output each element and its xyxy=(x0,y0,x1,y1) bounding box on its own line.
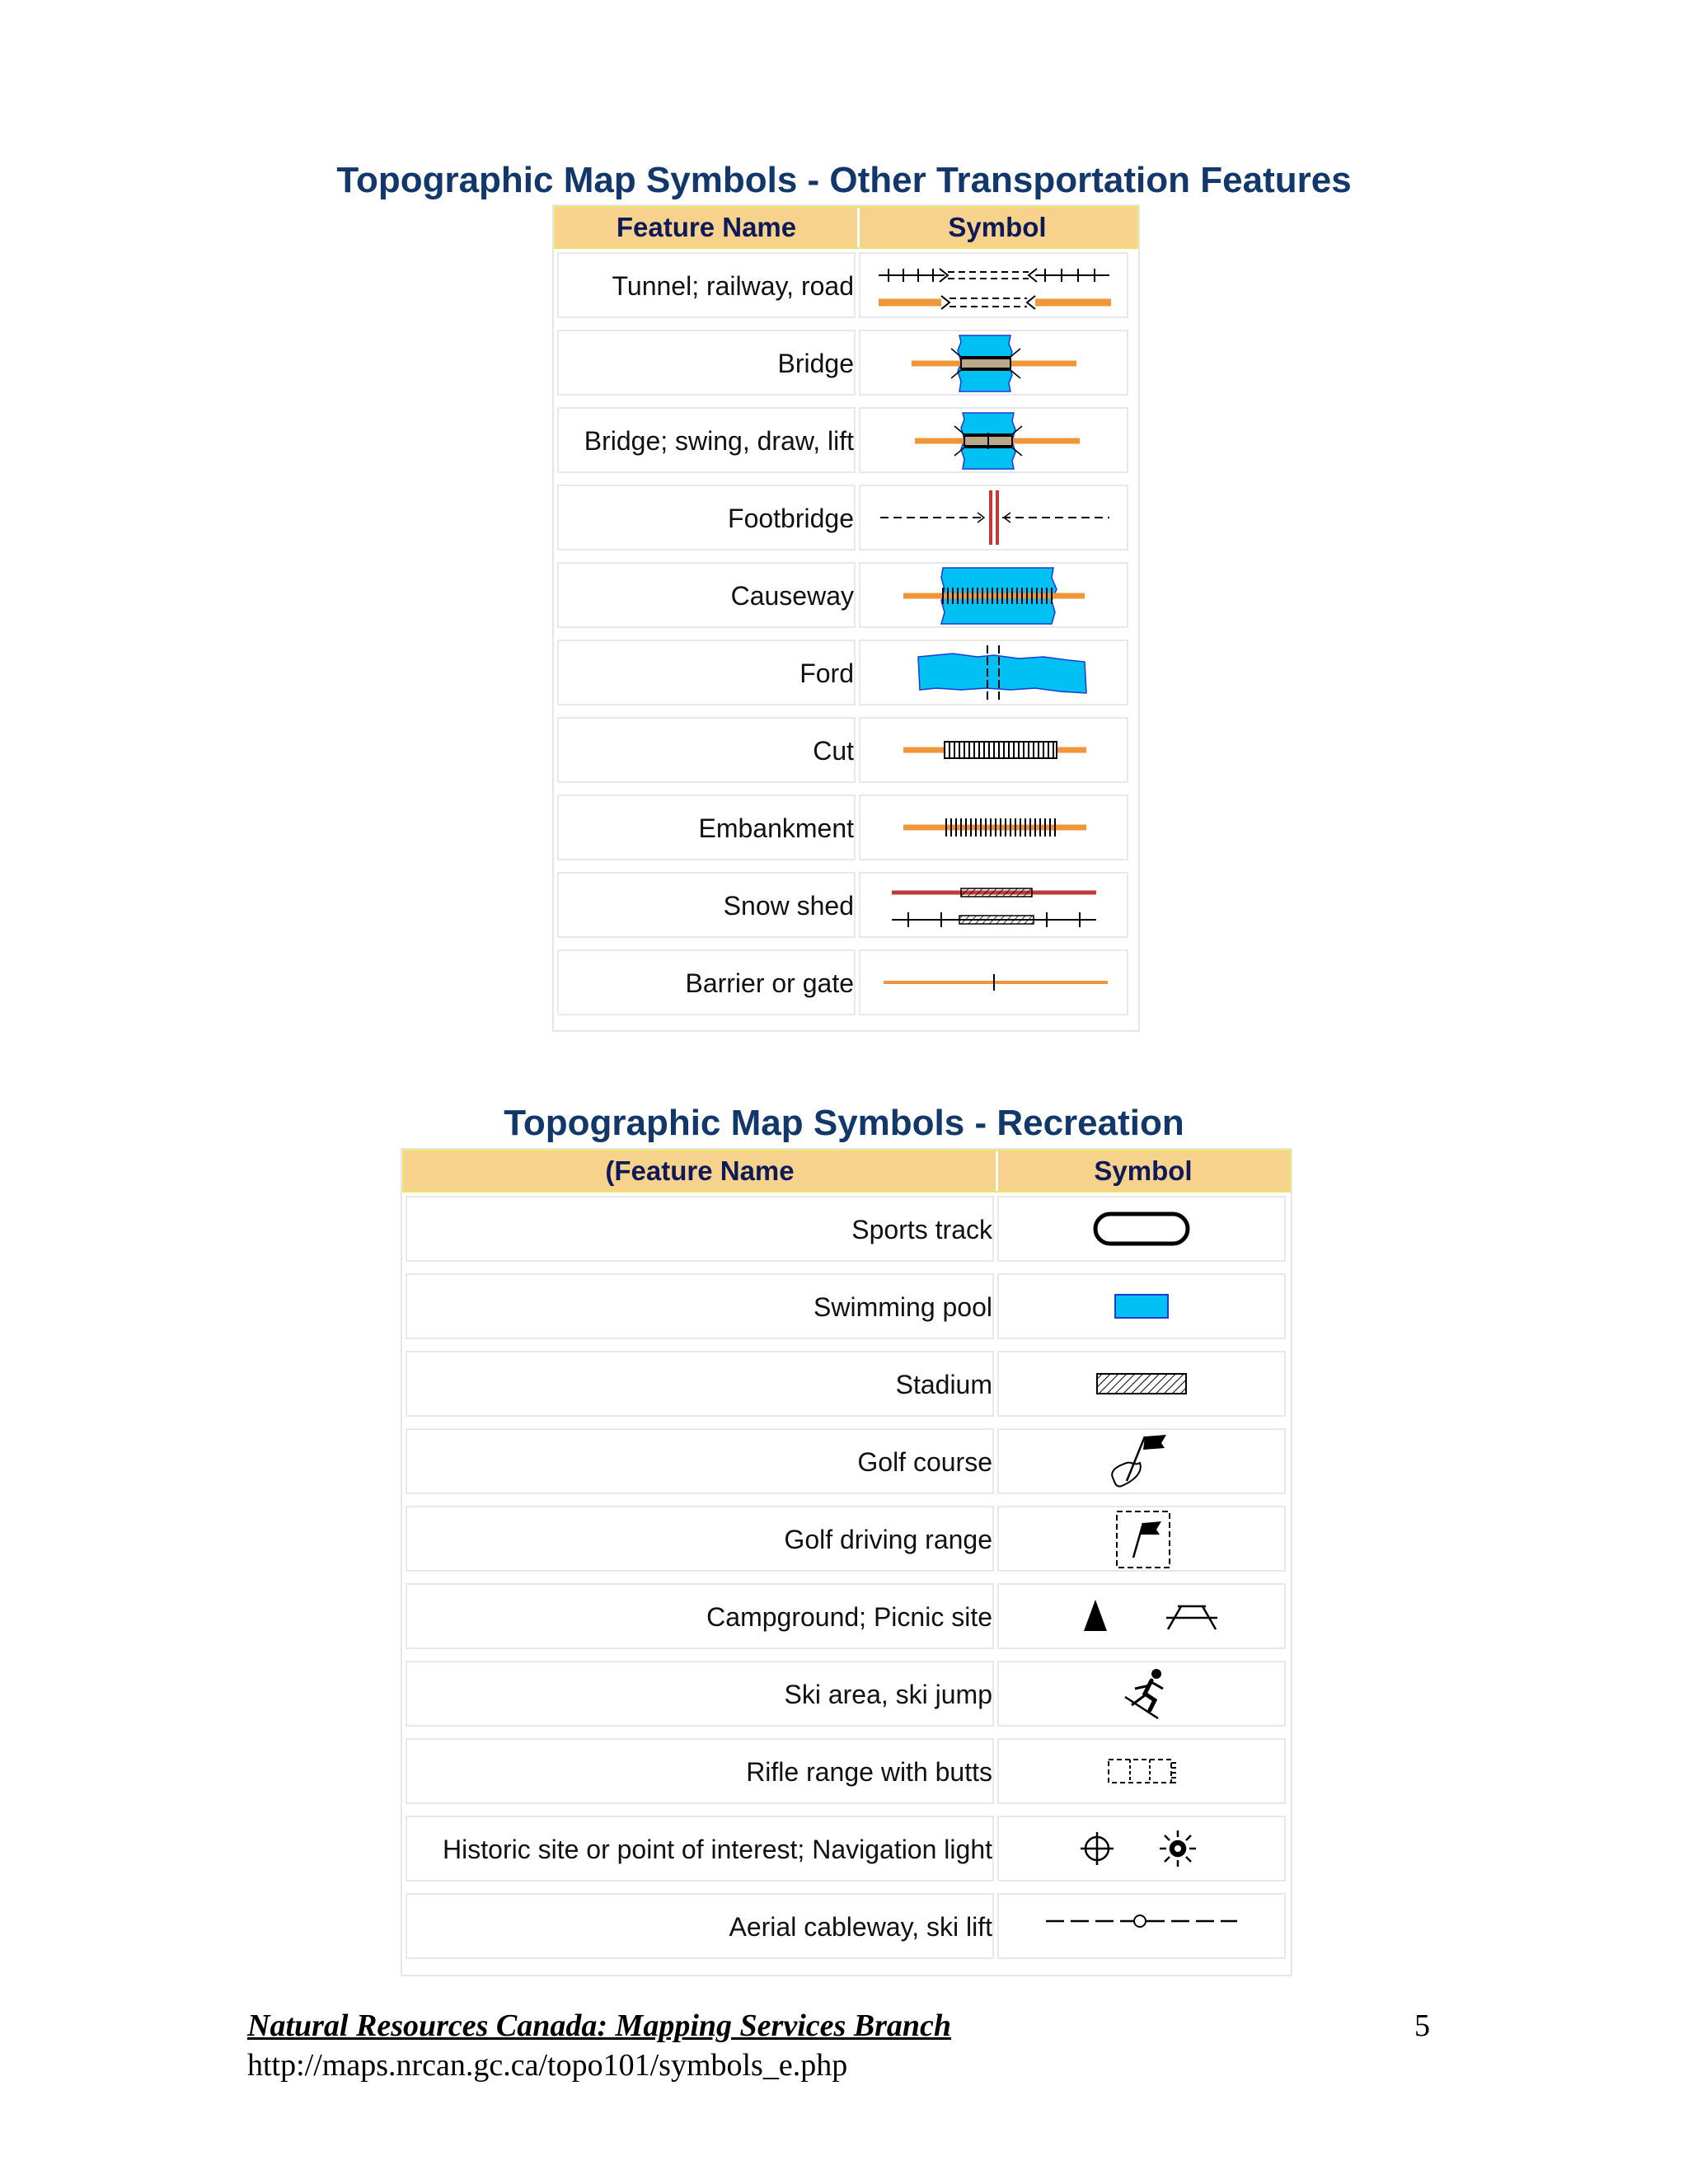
navigation-light-icon xyxy=(1160,1830,1196,1867)
symbol-cell xyxy=(859,794,1128,860)
bridge-icon xyxy=(870,332,1118,393)
feature-name: Barrier or gate xyxy=(557,949,856,1015)
page-number: 5 xyxy=(1414,2008,1430,2043)
feature-name: Golf driving range xyxy=(406,1506,994,1572)
causeway-icon xyxy=(870,565,1118,626)
table-row xyxy=(554,791,1138,864)
feature-name: Sports track xyxy=(406,1196,994,1262)
symbol-cell xyxy=(859,407,1128,473)
feature-name: Rifle range with butts xyxy=(406,1738,994,1804)
symbol-cell xyxy=(859,252,1128,318)
recreation-symbols-table xyxy=(401,1148,1292,1976)
symbol-cell xyxy=(859,330,1128,396)
feature-name: Tunnel; railway, road xyxy=(557,252,856,318)
symbol-cell xyxy=(997,1816,1286,1882)
table-row xyxy=(554,404,1138,476)
feature-name: Stadium xyxy=(406,1351,994,1417)
tunnel-icon xyxy=(870,255,1118,316)
table-row xyxy=(402,1890,1291,1962)
feature-name: Footbridge xyxy=(557,485,856,551)
historic-site-icon xyxy=(1081,1832,1114,1865)
table-row xyxy=(402,1502,1291,1575)
symbol-cell xyxy=(997,1351,1286,1417)
table-row xyxy=(402,1270,1291,1343)
snow-shed-icon xyxy=(870,874,1118,935)
swing-bridge-icon xyxy=(870,410,1118,471)
picnic-table-icon xyxy=(1166,1606,1217,1629)
feature-name: Ford xyxy=(557,640,856,705)
symbol-cell xyxy=(997,1893,1286,1959)
table-row xyxy=(402,1425,1291,1497)
table-row xyxy=(402,1347,1291,1420)
footer-url: http://maps.nrcan.gc.ca/topo101/symbols_e.php xyxy=(247,2048,848,2083)
table-row xyxy=(554,636,1138,709)
transport-table-title: Topographic Map Symbols - Other Transportation Features xyxy=(336,160,1352,200)
table-header xyxy=(402,1150,1291,1193)
symbol-cell xyxy=(997,1583,1286,1649)
feature-name: Causeway xyxy=(557,562,856,628)
skier-icon xyxy=(1084,1664,1199,1723)
symbol-cell xyxy=(859,949,1128,1015)
symbol-cell xyxy=(859,640,1128,705)
feature-name: Campground; Picnic site xyxy=(406,1583,994,1649)
feature-name: Swimming pool xyxy=(406,1273,994,1339)
header-symbol: Symbol xyxy=(1094,1155,1193,1186)
recreation-table-title: Topographic Map Symbols - Recreation xyxy=(504,1103,1184,1143)
table-row xyxy=(554,946,1138,1019)
table-row xyxy=(554,326,1138,399)
header-symbol: Symbol xyxy=(948,212,1047,242)
campground-picnic-icon xyxy=(1043,1591,1240,1641)
footbridge-icon xyxy=(870,487,1118,548)
symbol-cell xyxy=(859,872,1128,938)
feature-name: Cut xyxy=(557,717,856,783)
transport-symbols-table xyxy=(552,204,1140,1032)
golf-course-icon xyxy=(1084,1430,1199,1493)
rifle-range-icon xyxy=(1084,1746,1199,1796)
table-row xyxy=(554,714,1138,786)
table-header xyxy=(554,206,1138,249)
feature-name: Aerial cableway, ski lift xyxy=(406,1893,994,1959)
table-row xyxy=(402,1657,1291,1730)
symbol-cell xyxy=(997,1196,1286,1262)
symbol-cell xyxy=(859,485,1128,551)
feature-name: Bridge xyxy=(557,330,856,396)
table-row xyxy=(402,1193,1291,1265)
header-feature-name: (Feature Name xyxy=(605,1155,795,1186)
feature-name: Bridge; swing, draw, lift xyxy=(557,407,856,473)
table-row xyxy=(554,869,1138,941)
symbol-cell xyxy=(997,1506,1286,1572)
symbol-cell xyxy=(859,562,1128,628)
feature-name: Ski area, ski jump xyxy=(406,1661,994,1727)
table-row xyxy=(402,1735,1291,1807)
footer-source: Natural Resources Canada: Mapping Services Branch xyxy=(247,2008,952,2043)
embankment-icon xyxy=(870,797,1118,858)
footer xyxy=(247,2008,951,2083)
feature-name: Snow shed xyxy=(557,872,856,938)
historic-site-navigation-light-icon xyxy=(1043,1824,1240,1873)
ford-icon xyxy=(870,642,1118,703)
tent-icon xyxy=(1084,1600,1107,1631)
table-row xyxy=(554,559,1138,631)
swimming-pool-icon xyxy=(1084,1282,1199,1331)
symbol-cell xyxy=(997,1661,1286,1727)
golf-driving-range-icon xyxy=(1084,1507,1199,1571)
header-feature-name: Feature Name xyxy=(616,212,797,242)
feature-name: Embankment xyxy=(557,794,856,860)
stadium-icon xyxy=(1084,1359,1199,1408)
feature-name: Golf course xyxy=(406,1428,994,1494)
symbol-cell xyxy=(859,717,1128,783)
cableway-icon xyxy=(1043,1901,1240,1951)
sports-track-icon xyxy=(1084,1204,1199,1254)
symbol-cell xyxy=(997,1273,1286,1339)
table-row xyxy=(402,1580,1291,1652)
barrier-icon xyxy=(870,952,1118,1013)
table-row xyxy=(402,1812,1291,1885)
table-row xyxy=(554,481,1138,554)
feature-name: Historic site or point of interest; Navigation light xyxy=(406,1816,994,1882)
symbol-cell xyxy=(997,1428,1286,1494)
cut-icon xyxy=(870,719,1118,780)
table-row xyxy=(554,249,1138,321)
symbol-cell xyxy=(997,1738,1286,1804)
